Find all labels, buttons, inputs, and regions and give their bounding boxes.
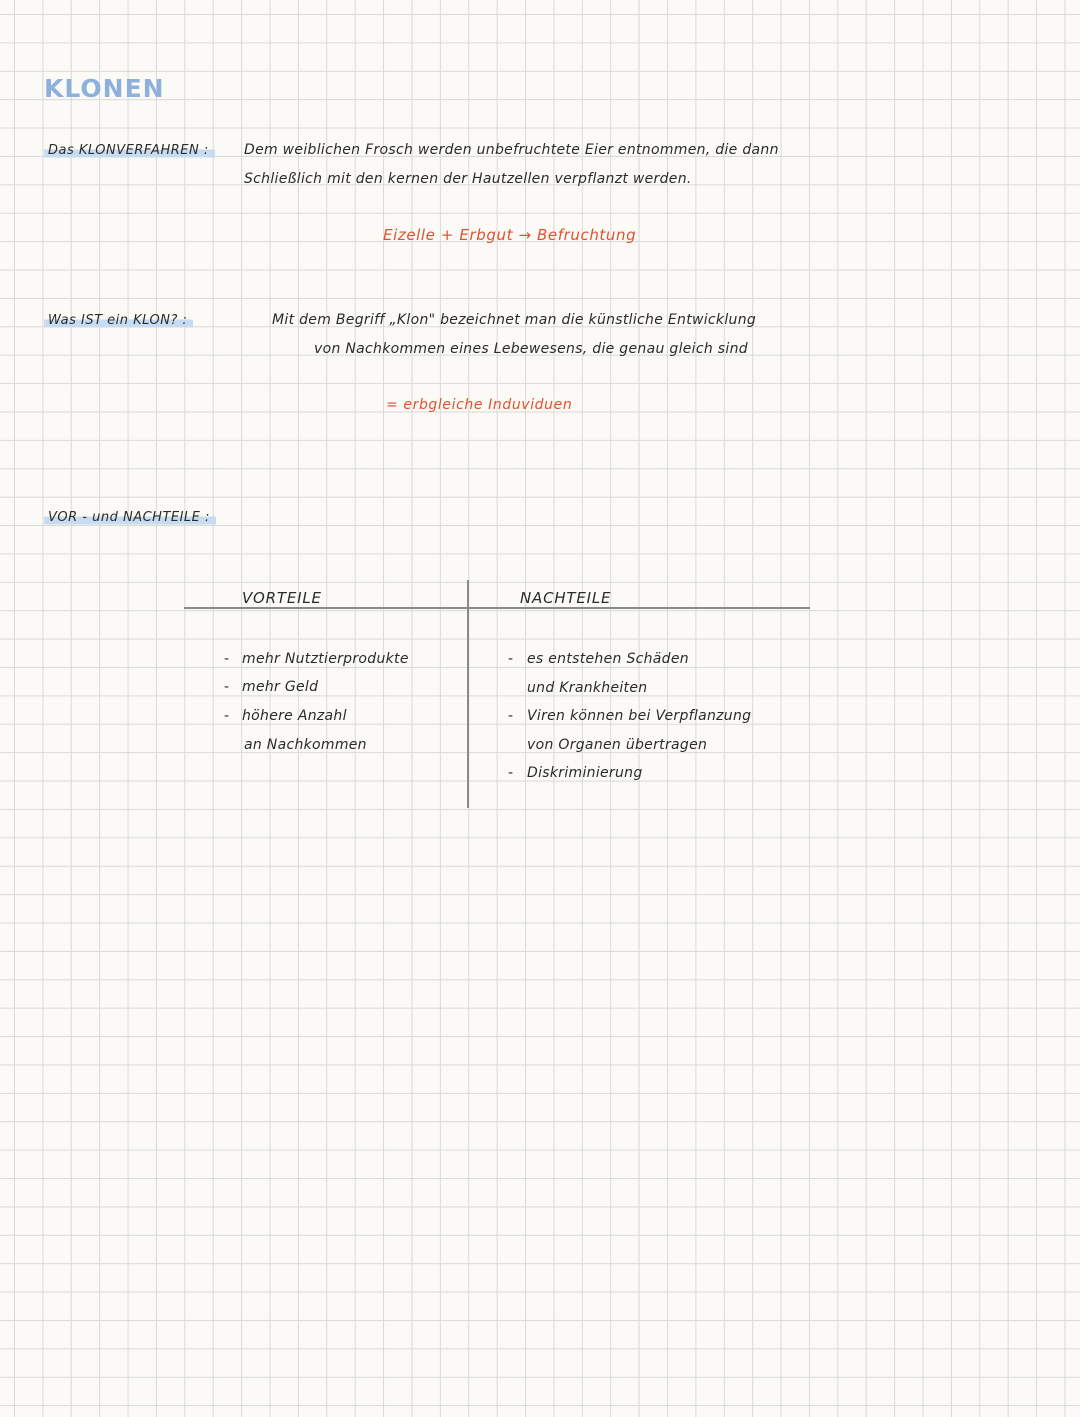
pros-column-header: VORTEILE [242, 589, 322, 607]
pros-item-2-line-1: mehr Geld [242, 679, 319, 695]
cons-item-1-dash: - [508, 651, 514, 667]
pros-item-1-line-1: mehr Nutztierprodukte [242, 651, 409, 667]
section-heading-pros-cons: VOR - und NACHTEILE : [44, 509, 216, 526]
cons-item-1-line-1: es entstehen Schäden [527, 651, 689, 667]
page-title: KLONEN [44, 74, 165, 103]
klon-text-line-2: von Nachkommen eines Lebewesens, die genau gleich sind [314, 341, 748, 357]
pros-item-1-dash: - [224, 651, 230, 667]
cons-item-2-dash: - [508, 708, 514, 724]
section-heading-klonverfahren: Das KLONVERFAHREN : [44, 142, 215, 159]
pros-item-3-line-1: höhere Anzahl [242, 708, 347, 724]
t-chart-vertical-line [467, 580, 469, 808]
section-heading-klon: Was IST ein KLON? : [44, 312, 193, 329]
cons-item-3-line-1: Diskriminierung [527, 765, 643, 781]
klonverfahren-text-line-1: Dem weiblichen Frosch werden unbefruchtete Eier entnommen, die dann [244, 142, 779, 158]
pros-item-3-line-2: an Nachkommen [244, 737, 367, 753]
cons-item-2-line-1: Viren können bei Verpflanzung [527, 708, 752, 724]
pros-item-2-dash: - [224, 679, 230, 695]
klonverfahren-formula: Eizelle + Erbgut → Befruchtung [383, 226, 637, 244]
cons-item-1-line-2: und Krankheiten [527, 680, 648, 696]
cons-column-header: NACHTEILE [520, 589, 612, 607]
klonverfahren-text-line-2: Schließlich mit den kernen der Hautzellen verpflanzt werden. [244, 171, 692, 187]
cons-item-2-line-2: von Organen übertragen [527, 737, 708, 753]
klon-text-line-1: Mit dem Begriff „Klon" bezeichnet man die künstliche Entwicklung [272, 312, 757, 328]
pros-item-3-dash: - [224, 708, 230, 724]
t-chart-horizontal-line [184, 607, 810, 609]
klon-result: = erbgleiche Induviduen [386, 397, 573, 413]
cons-item-3-dash: - [508, 765, 514, 781]
